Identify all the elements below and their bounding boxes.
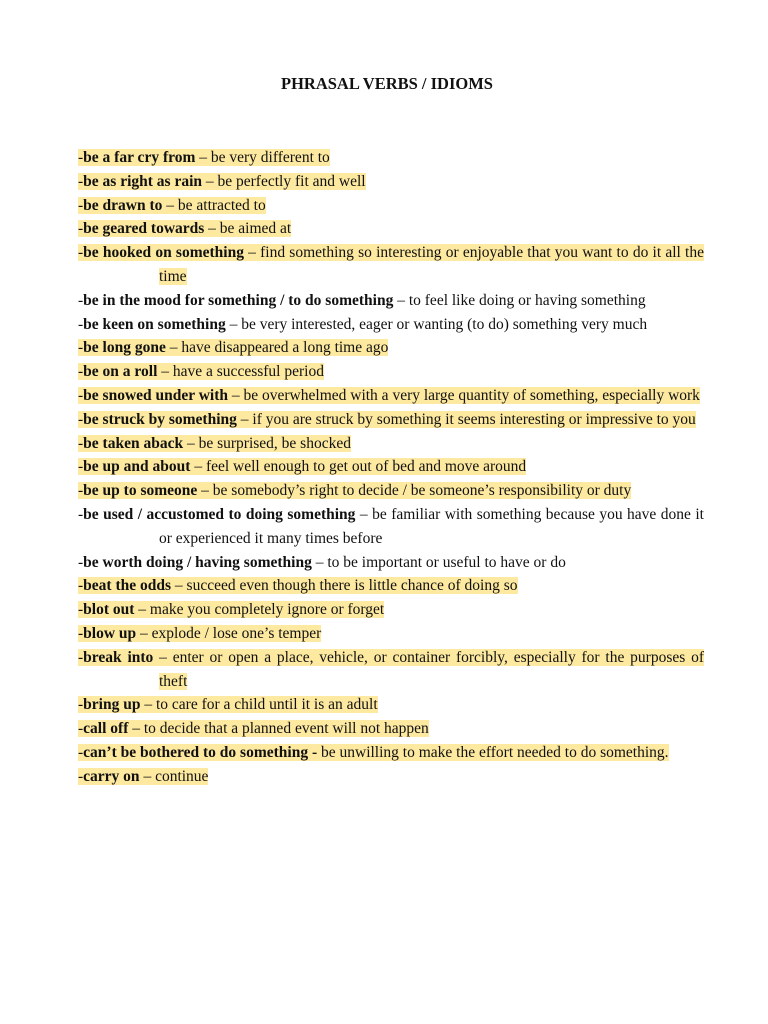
bullet-dash: - bbox=[78, 743, 84, 761]
list-item bbox=[78, 693, 704, 717]
entry-text bbox=[78, 601, 384, 618]
idiom-term: be drawn to bbox=[83, 196, 163, 214]
list-item bbox=[78, 384, 704, 408]
idiom-term: be geared towards bbox=[83, 220, 205, 238]
idiom-definition: if you are struck by something it seems interesting or impressive to you bbox=[252, 410, 696, 428]
idiom-definition: have a successful period bbox=[172, 363, 324, 381]
bullet-dash: - bbox=[78, 434, 84, 452]
list-item bbox=[78, 765, 704, 789]
idiom-definition: be aimed at bbox=[219, 220, 292, 238]
idiom-definition: continue bbox=[155, 767, 209, 785]
entry-text bbox=[78, 411, 696, 428]
bullet-dash: - bbox=[78, 720, 84, 738]
list-item bbox=[78, 551, 704, 575]
list-item bbox=[78, 479, 704, 503]
separator: – bbox=[140, 696, 156, 714]
entry-text bbox=[78, 292, 646, 309]
entry-text bbox=[78, 482, 631, 499]
bullet-dash: - bbox=[78, 172, 84, 190]
bullet-dash: - bbox=[78, 577, 84, 595]
idiom-term: be a far cry from bbox=[83, 149, 196, 166]
entry-text bbox=[78, 149, 330, 166]
entry-text bbox=[78, 720, 429, 737]
list-item bbox=[78, 360, 704, 384]
idiom-term: be up and about bbox=[83, 458, 191, 476]
bullet-dash: - bbox=[78, 410, 84, 428]
separator: – bbox=[243, 244, 261, 262]
list-item bbox=[78, 432, 704, 456]
idiom-definition: to care for a child until it is an adult bbox=[155, 696, 378, 714]
separator: – bbox=[228, 386, 244, 404]
separator: – bbox=[153, 648, 173, 666]
list-item bbox=[78, 455, 704, 479]
bullet-dash: - bbox=[78, 363, 84, 381]
bullet-dash: - bbox=[78, 458, 84, 476]
idiom-term: be taken aback bbox=[83, 434, 184, 452]
idiom-definition: be unwilling to make the effort needed to do something. bbox=[321, 743, 669, 761]
bullet-dash: - bbox=[78, 220, 84, 238]
idiom-term: be snowed under with bbox=[83, 386, 229, 404]
idiom-term: be struck by something bbox=[83, 410, 237, 428]
idiom-definition: enter or open a place, vehicle, or container forcibly, especially for the purposes of theft bbox=[159, 648, 705, 690]
entry-text bbox=[78, 316, 647, 333]
idiom-definition: be somebody’s right to decide / be someone’s responsibility or duty bbox=[212, 482, 632, 500]
entry-text bbox=[78, 197, 266, 214]
list-item bbox=[78, 408, 704, 432]
bullet-dash: - bbox=[78, 696, 84, 714]
separator: – bbox=[195, 149, 211, 166]
entry-text bbox=[78, 577, 518, 594]
bullet-dash: - bbox=[78, 339, 84, 357]
list-item bbox=[78, 289, 704, 313]
idiom-definition: have disappeared a long time ago bbox=[181, 339, 389, 357]
separator: - bbox=[308, 743, 321, 761]
idiom-definition: be surprised, be shocked bbox=[198, 434, 351, 452]
idiom-list bbox=[78, 146, 704, 789]
idiom-term: be as right as rain bbox=[83, 172, 203, 190]
list-item bbox=[78, 241, 704, 289]
entry-text bbox=[78, 696, 378, 713]
separator: – bbox=[311, 553, 328, 571]
entry-text bbox=[78, 339, 388, 356]
entry-text bbox=[78, 220, 291, 237]
entry-text bbox=[78, 173, 366, 190]
idiom-definition: be very different to bbox=[210, 149, 330, 166]
entry-text bbox=[78, 768, 208, 785]
idiom-definition: to be important or useful to have or do bbox=[327, 553, 566, 571]
page-title: PHRASAL VERBS / IDIOMS bbox=[281, 74, 493, 93]
idiom-term: be in the mood for something / to do something bbox=[83, 291, 394, 309]
separator: – bbox=[393, 291, 409, 309]
bullet-dash: - bbox=[78, 767, 84, 785]
list-item bbox=[78, 717, 704, 741]
idiom-term: be worth doing / having something bbox=[83, 553, 312, 571]
list-item bbox=[78, 146, 704, 170]
separator: – bbox=[128, 720, 144, 738]
idiom-term: blot out bbox=[83, 601, 135, 619]
idiom-term: be keen on something bbox=[83, 315, 226, 333]
entry-text bbox=[78, 744, 669, 761]
idiom-term: call off bbox=[83, 720, 129, 738]
idiom-term: be used / accustomed to doing something bbox=[83, 505, 356, 523]
idiom-definition: be attracted to bbox=[177, 196, 266, 214]
list-item bbox=[78, 194, 704, 218]
list-item bbox=[78, 503, 704, 551]
entry-text bbox=[78, 244, 704, 285]
separator: – bbox=[225, 315, 242, 333]
bullet-dash: - bbox=[78, 505, 84, 523]
idiom-term: blow up bbox=[83, 624, 137, 642]
bullet-dash: - bbox=[78, 291, 84, 309]
list-item bbox=[78, 217, 704, 241]
entry-text bbox=[78, 387, 700, 404]
idiom-term: be up to someone bbox=[83, 482, 198, 500]
idiom-term: break into bbox=[83, 648, 154, 666]
separator: – bbox=[134, 601, 150, 619]
bullet-dash: - bbox=[78, 244, 84, 262]
idiom-definition: succeed even though there is little chance of doing so bbox=[186, 577, 518, 595]
separator: – bbox=[165, 339, 182, 357]
idiom-definition: find something so interesting or enjoyable that you want to do it all the time bbox=[159, 244, 704, 285]
separator: – bbox=[197, 482, 213, 500]
separator: – bbox=[136, 624, 152, 642]
separator: – bbox=[162, 196, 178, 214]
list-item bbox=[78, 313, 704, 337]
list-item bbox=[78, 574, 704, 598]
list-item bbox=[78, 622, 704, 646]
separator: – bbox=[157, 363, 173, 381]
list-item bbox=[78, 646, 704, 694]
bullet-dash: - bbox=[78, 149, 84, 166]
idiom-definition: explode / lose one’s temper bbox=[151, 624, 322, 642]
idiom-term: carry on bbox=[83, 767, 140, 785]
separator: – bbox=[236, 410, 253, 428]
separator: – bbox=[190, 458, 206, 476]
bullet-dash: - bbox=[78, 553, 84, 571]
bullet-dash: - bbox=[78, 386, 84, 404]
bullet-dash: - bbox=[78, 482, 84, 500]
list-item bbox=[78, 336, 704, 360]
idiom-definition: be very interested, eager or wanting (to do) something very much bbox=[241, 315, 648, 333]
bullet-dash: - bbox=[78, 648, 84, 666]
list-item bbox=[78, 170, 704, 194]
entry-text bbox=[78, 554, 566, 571]
idiom-definition: to feel like doing or having something bbox=[408, 291, 646, 309]
entry-text bbox=[78, 458, 526, 475]
entry-text bbox=[78, 625, 321, 642]
list-item bbox=[78, 741, 704, 765]
idiom-term: be hooked on something bbox=[83, 244, 244, 262]
bullet-dash: - bbox=[78, 196, 84, 214]
separator: – bbox=[139, 767, 156, 785]
entry-text bbox=[78, 435, 351, 452]
idiom-term: be on a roll bbox=[83, 363, 158, 381]
idiom-term: can’t be bothered to do something bbox=[83, 743, 309, 761]
idiom-term: be long gone bbox=[83, 339, 166, 357]
idiom-definition: feel well enough to get out of bed and move around bbox=[205, 458, 527, 476]
separator: – bbox=[171, 577, 187, 595]
separator: – bbox=[183, 434, 199, 452]
separator: – bbox=[355, 505, 373, 523]
separator: – bbox=[204, 220, 220, 238]
idiom-definition: be perfectly fit and well bbox=[217, 172, 366, 190]
entry-text bbox=[78, 363, 324, 380]
bullet-dash: - bbox=[78, 315, 84, 333]
idiom-definition: make you completely ignore or forget bbox=[149, 601, 385, 619]
idiom-definition: be familiar with something because you have done it or experienced it many times before bbox=[159, 505, 704, 547]
bullet-dash: - bbox=[78, 601, 84, 619]
idiom-term: bring up bbox=[83, 696, 141, 714]
list-item bbox=[78, 598, 704, 622]
bullet-dash: - bbox=[78, 624, 84, 642]
entry-text bbox=[78, 649, 704, 690]
idiom-definition: be overwhelmed with a very large quantity of something, especially work bbox=[243, 386, 700, 404]
separator: – bbox=[202, 172, 218, 190]
entry-text bbox=[78, 506, 704, 547]
idiom-definition: to decide that a planned event will not happen bbox=[143, 720, 429, 738]
idiom-term: beat the odds bbox=[83, 577, 172, 595]
